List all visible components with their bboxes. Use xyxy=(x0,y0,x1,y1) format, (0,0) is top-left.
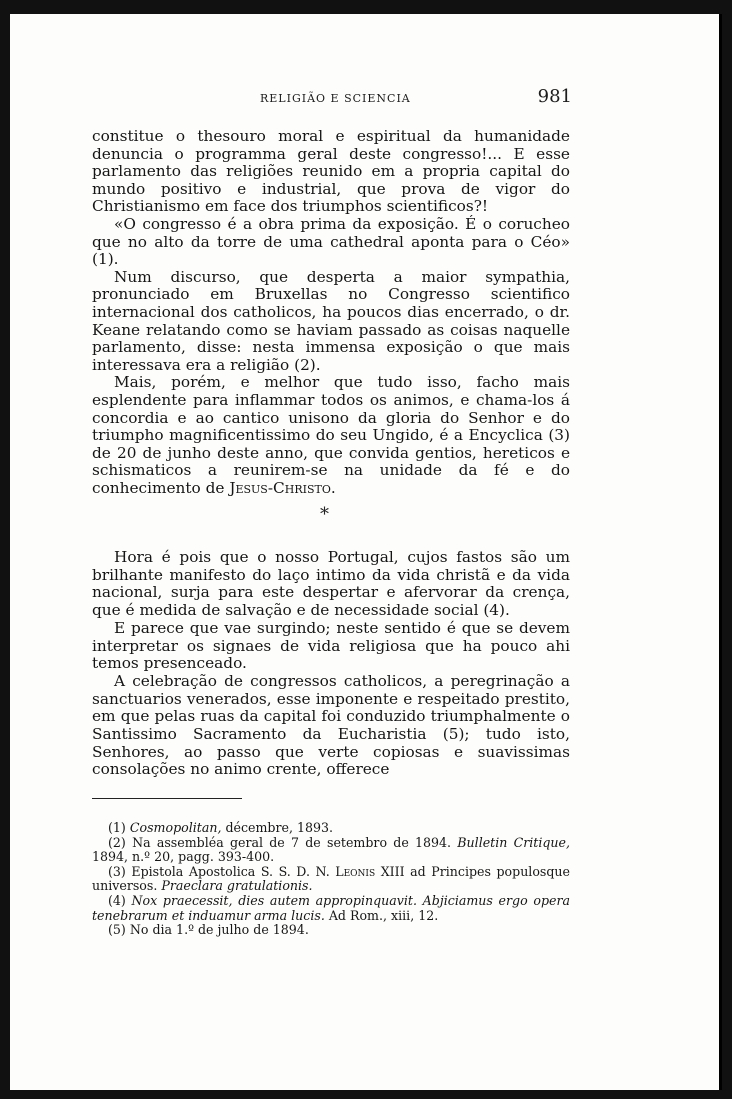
footnote: (5) No dia 1.º de julho de 1894. xyxy=(108,922,309,938)
paragraph: A celebração de congressos catholicos, a peregrinação a sanctuarios venerados, esse imponente e respeitado prestito, em que pelas ruas da capital foi conduzido triumphalmente o Santissimo Sacramento da Eucharistia (5); tudo isto, Senhores, ao passo que verte copiosas e suavissimas consolações no animo crente, offerece xyxy=(92,671,570,779)
paragraph xyxy=(92,374,570,497)
body-text-lower xyxy=(92,549,570,779)
footnote-rule xyxy=(92,798,242,799)
section-asterisk: * xyxy=(320,504,329,525)
footnote: (4) Nox praecessit, dies autem appropinquavit. Abjiciamus ergo opera tenebrarum et induamur arma lucis. Ad Rom., xiii, 12. xyxy=(92,892,570,923)
footnotes xyxy=(92,821,570,938)
punctuation: . xyxy=(330,478,336,497)
paragraph-text: Mais, porém, e melhor que tudo isso, facho mais esplendente para inflammar todos os animos, e chama-los á concordia e ao cantico unisono da gloria do Senhor e do triumpho magnificentissimo do seu Ungido, é a Encyclica (3) de 20 de junho deste anno, que convida gentios, hereticos e schismaticos a reunirem-se na unidade da fé e do conhecimento de xyxy=(92,373,570,497)
footnote: (3) Epistola Apostolica S. S. D. N. Leonis XIII ad Principes populosque universos. Praeclara gratulationis. xyxy=(92,863,570,894)
paragraph: E parece que vae surgindo; neste sentido é que se devem interpretar os signaes de vida religiosa que ha pouco ahi temos presenceado. xyxy=(92,618,570,673)
footnote: (2) Na assembléa geral de 7 de setembro de 1894. Bulletin Critique, 1894, n.º 20, pagg. 393-400. xyxy=(92,834,571,865)
body-text-upper xyxy=(92,128,570,497)
paragraph: «O congresso é a obra prima da exposição. É o corucheo que no alto da torre de uma cathedral aponta para o Céo» (1). xyxy=(92,214,570,269)
running-title: RELIGIÃO E SCIENCIA xyxy=(260,92,411,105)
proper-name: Jesus-Christo xyxy=(229,478,331,497)
page-header xyxy=(92,86,572,112)
paragraph: constitue o thesouro moral e espiritual da humanidade denuncia o programma geral deste congresso!... E esse parlamento das religiões reunido em a propria capital do mundo positivo e industrial, que prova de vigor do Christianismo em face dos triumphos scientificos?! xyxy=(92,127,570,216)
footnote: (1) Cosmopolitan, décembre, 1893. xyxy=(108,820,334,835)
paragraph: Hora é pois que o nosso Portugal, cujos fastos são um brilhante manifesto do laço intimo da vida christã e da vida nacional, surja para este despertar e afervorar da crença, que é medida de salvação e de necessidade social (4). xyxy=(92,548,570,620)
page-number: 981 xyxy=(537,86,572,107)
paragraph: Num discurso, que desperta a maior sympathia, pronunciado em Bruxellas no Congresso scientifico internacional dos catholicos, ha poucos dias encerrado, o dr. Keane relatando como se haviam passado as coisas naquelle parlamento, disse: nesta immensa exposição o que mais interessava era a religião (2). xyxy=(92,267,570,374)
